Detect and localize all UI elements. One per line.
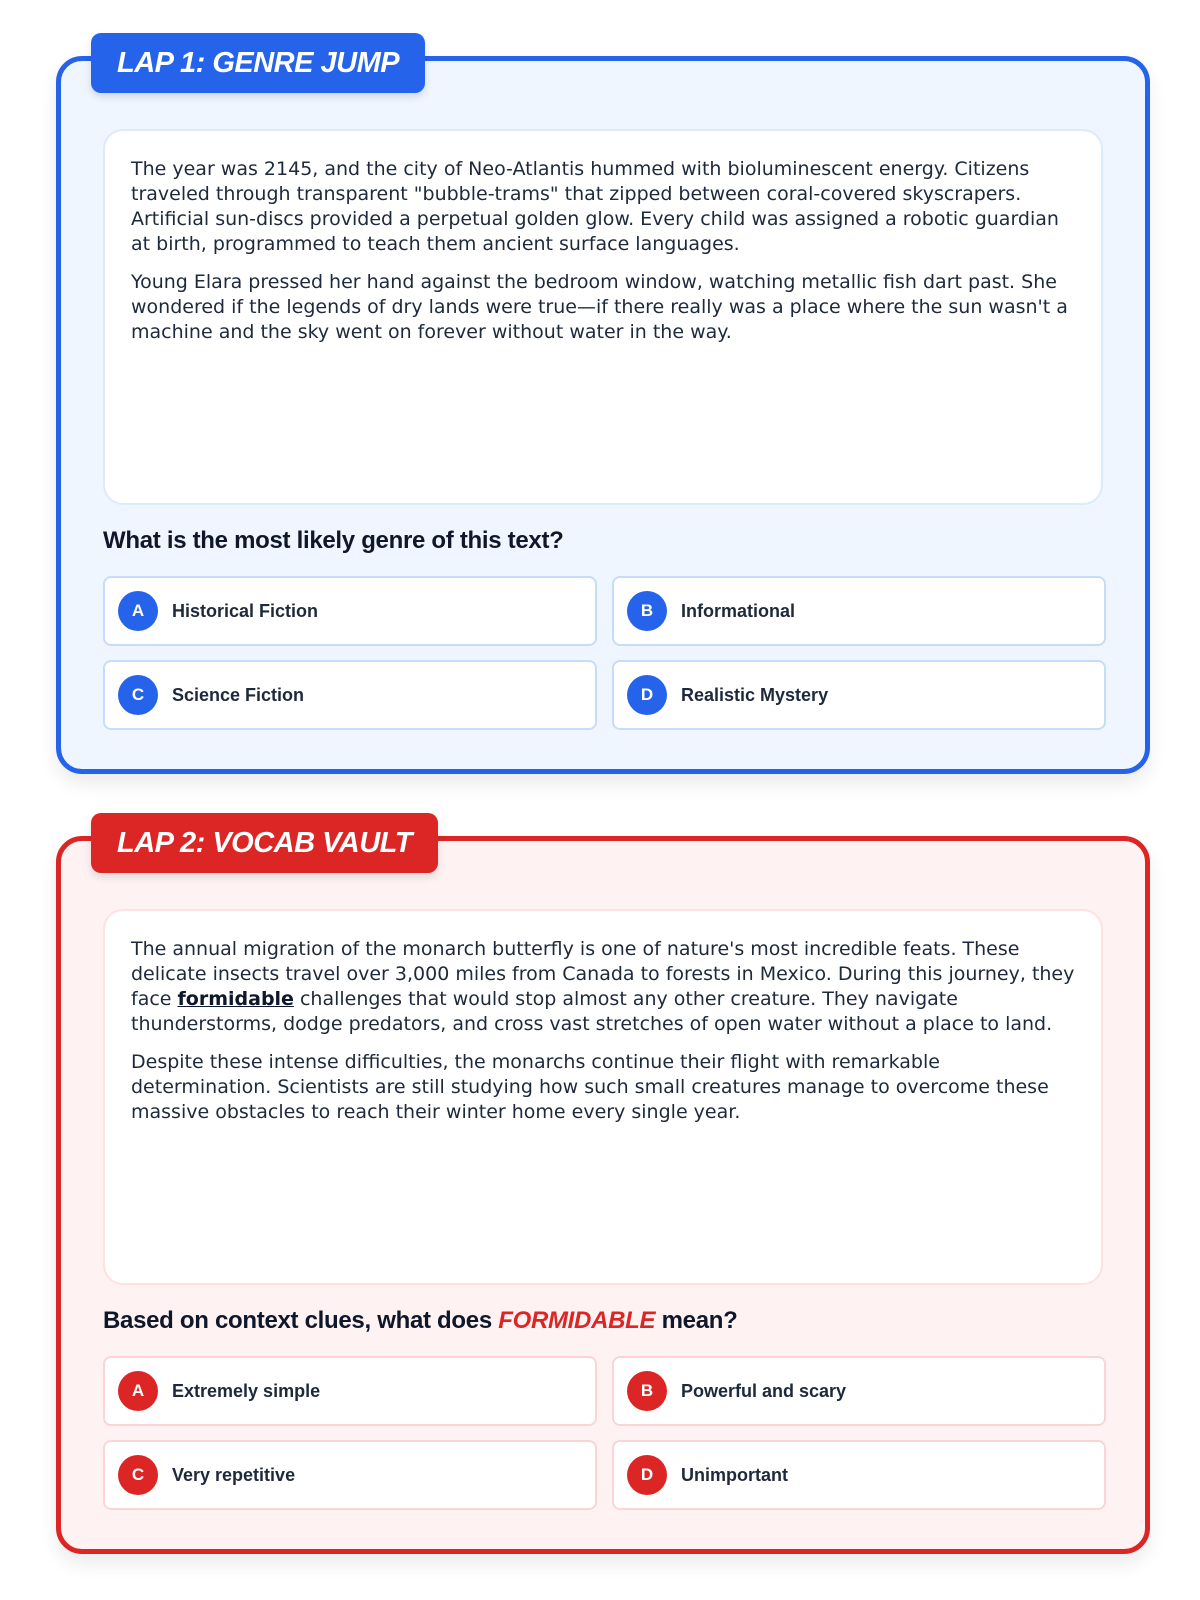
option-letter-badge: D [627, 675, 667, 715]
option-letter-badge: A [118, 1371, 158, 1411]
option-letter-badge: B [627, 1371, 667, 1411]
lap-1-option-c[interactable] [103, 660, 597, 730]
option-label: Science Fiction [172, 684, 305, 705]
lap-2-question [103, 1307, 737, 1335]
option-letter-badge: C [118, 675, 158, 715]
lap-1-question: What is the most likely genre of this text? [103, 527, 564, 554]
lap-1-badge: LAP 1: GENRE JUMP [91, 33, 425, 93]
lap-1-passage-paragraph-2: Young Elara pressed her hand against the bedroom window, watching metallic fish dart past. She wondered if the legends of dry lands were true—if there really was a place where the sun wasn't a machine and the sky went on forever without water in the way. [131, 271, 1068, 343]
option-letter-badge: A [118, 591, 158, 631]
lap-1-option-d[interactable] [612, 660, 1106, 730]
option-letter-badge: C [118, 1455, 158, 1495]
option-label: Very repetitive [172, 1464, 296, 1485]
option-letter-badge: D [627, 1455, 667, 1495]
lap-2-passage-paragraph-1 [131, 937, 1075, 1037]
lap-2-passage-paragraph-2: Despite these intense difficulties, the monarchs continue their flight with remarkable determination. Scientists are still studying how such small creatures manage to overcome these massive obstacles to reach their winter home every single year. [131, 1051, 1049, 1123]
lap-2-option-d[interactable] [612, 1440, 1106, 1510]
option-label: Realistic Mystery [681, 684, 829, 705]
option-label: Informational [681, 600, 796, 621]
question-text: mean? [655, 1307, 738, 1334]
lap-1-option-b[interactable] [612, 576, 1106, 646]
question-text: Based on context clues, what does [103, 1307, 499, 1334]
passage-text: The annual migration of the monarch butterfly is one of nature's most incredible feats. These delicate insects travel over 3,000 miles from Canada to forests in Mexico. During this journey, they face [131, 938, 1075, 1010]
lap-2-option-c[interactable] [103, 1440, 597, 1510]
question-highlight-word: FORMIDABLE [498, 1307, 656, 1334]
option-label: Extremely simple [172, 1380, 321, 1401]
lap-1-passage [103, 129, 1103, 505]
lap-2-option-a[interactable] [103, 1356, 597, 1426]
lap-1-card [56, 47, 1150, 774]
passage-text: challenges that would stop almost any other creature. They navigate thunderstorms, dodge predators, and cross vast stretches of open water without a place to land. [131, 988, 1053, 1035]
option-label: Powerful and scary [681, 1380, 847, 1401]
lap-2-passage [103, 909, 1103, 1285]
lap-1-passage-paragraph-1: The year was 2145, and the city of Neo-Atlantis hummed with bioluminescent energy. Citizens traveled through transparent "bubble-trams" that zipped between coral-covered skyscrapers. Artificial sun-discs provided a perpetual golden glow. Every child was assigned a robotic guardian at birth, programmed to teach them ancient surface languages. [131, 158, 1059, 255]
lap-2-option-b[interactable] [612, 1356, 1106, 1426]
lap-2-badge: LAP 2: VOCAB VAULT [91, 813, 438, 873]
option-label: Unimportant [681, 1464, 788, 1485]
lap-2-card [56, 827, 1150, 1554]
option-label: Historical Fiction [172, 600, 319, 621]
vocab-word-formidable: formidable [177, 988, 294, 1010]
option-letter-badge: B [627, 591, 667, 631]
lap-1-option-a[interactable] [103, 576, 597, 646]
